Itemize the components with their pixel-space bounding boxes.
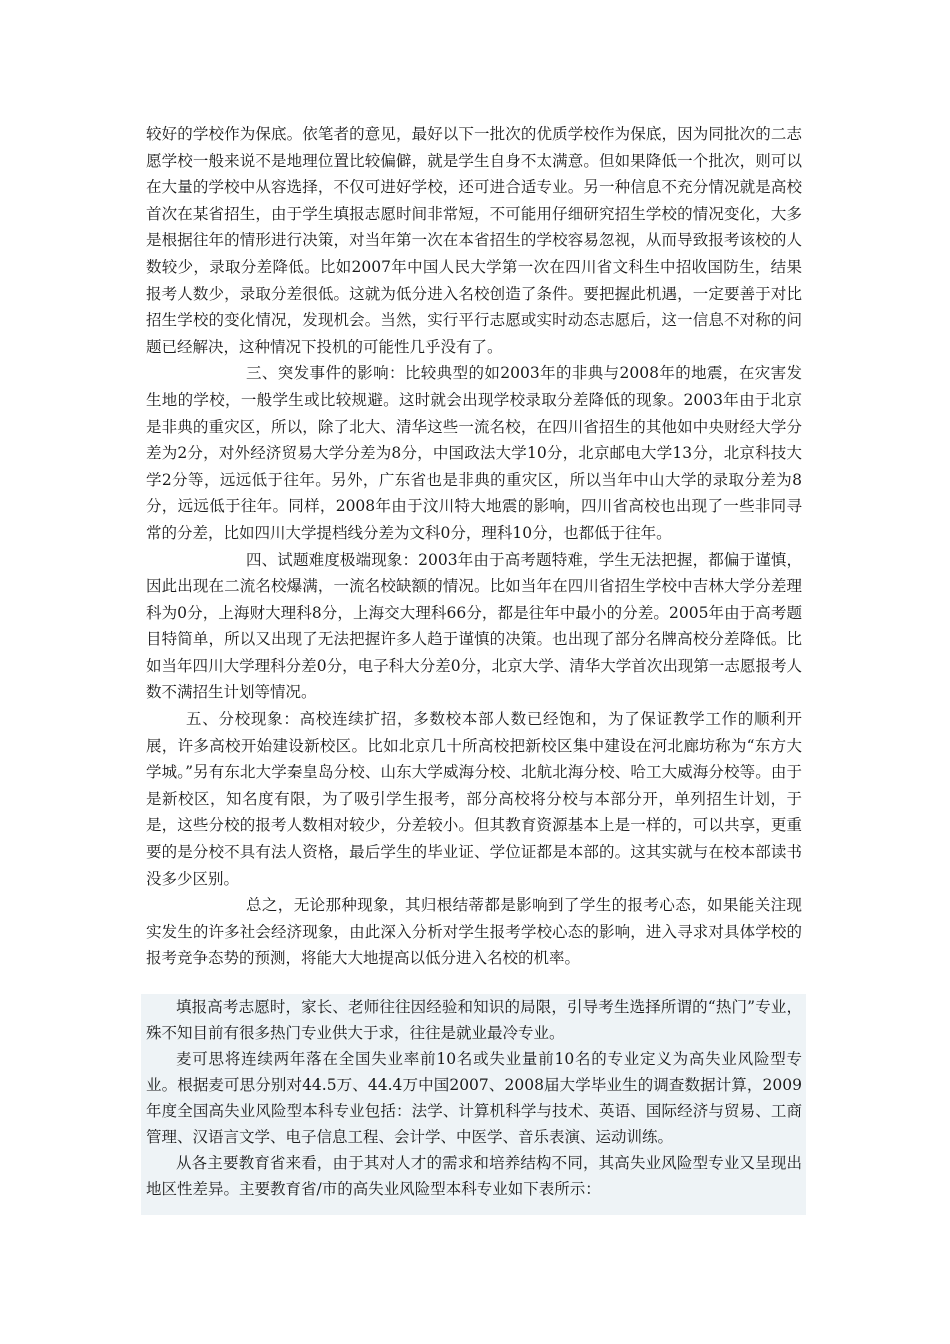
paragraph-mycos-definition: 麦可思将连续两年落在全国失业率前10名或失业量前10名的专业定义为高失业风险型专业。根据麦可思分别对44.5万、44.4万中国2007、2008届大学毕业生的调查数据计算，2009年度全国高失业风险型本科专业包括：法学、计算机科学与技术、英语、国际经济与贸易、工商管理、汉语言文学、电子信息工程、会计学、中医学、音乐表演、运动训练。 (146, 1050, 802, 1146)
article-body (146, 121, 802, 972)
paragraph-regional-differences: 从各主要教育省来看，由于其对人才的需求和培养结构不同，其高失业风险型专业又呈现出地区性差异。主要教育省/市的高失业风险型本科专业如下表所示： (146, 1154, 802, 1198)
paragraph-conclusion: 总之，无论那种现象，其归根结蒂都是影响到了学生的报考心态，如果能关注现实发生的许多社会经济现象，由此深入分析对学生报考学校心态的影响，进入寻求对具体学校的报考竞争态势的预测，将能大大地提高以低分进入名校的机率。 (146, 896, 802, 968)
paragraph-exam-difficulty: 四、试题难度极端现象：2003年由于高考题特难，学生无法把握，都偏于谨慎，因此出现在二流名校爆满，一流名校缺额的情况。比如当年在四川省招生学校中吉林大学分差理科为0分，上海财大理科8分，上海交大理科66分，都是往年中最小的分差。2005年由于高考题目特简单，所以又出现了无法把握许多人趋于谨慎的决策。也出现了部分名牌高校分差降低。比如当年四川大学理科分差0分，电子科大分差0分，北京大学、清华大学首次出现第一志愿报考人数不满招生计划等情况。 (146, 550, 802, 702)
shaded-section (146, 994, 802, 1202)
paragraph-emergencies: 三、突发事件的影响：比较典型的如2003年的非典与2008年的地震，在灾害发生地的学校，一般学生或比较规避。这时就会出现学校录取分差降低的现象。2003年由于北京是非典的重灾区，所以，除了北大、清华这些一流名校，在四川省招生的其他如中央财经大学分差为2分，对外经济贸易大学分差为8分，中国政法大学10分，北京邮电大学13分，北京科技大学2分等，远远低于往年。另外，广东省也是非典的重灾区，所以当年中山大学的录取分差为8分，远远低于往年。同样，2008年由于汶川特大地震的影响，四川省高校也出现了一些非同寻常的分差，比如四川大学提档线分差为文科0分，理科10分，也都低于往年。 (146, 364, 802, 542)
paragraph-branch-campus: 五、分校现象：高校连续扩招，多数校本部人数已经饱和，为了保证教学工作的顺利开展，许多高校开始建设新校区。比如北京几十所高校把新校区集中建设在河北廊坊称为“东方大学城。”另有东北大学秦皇岛分校、山东大学威海分校、北航北海分校、哈工大威海分校等。由于是新校区，知名度有限，为了吸引学生报考，部分高校将分校与本部分开，单列招生计划，于是，这些分校的报考人数相对较少，分差较小。但其教育资源基本上是一样的，可以共享，更重要的是分校不具有法人资格，最后学生的毕业证、学位证都是本部的。这其实就与在校本部读书没多少区别。 (146, 710, 802, 888)
paragraph-info-asymmetry: 较好的学校作为保底。依笔者的意见，最好以下一批次的优质学校作为保底，因为同批次的二志愿学校一般来说不是地理位置比较偏僻，就是学生自身不太满意。但如果降低一个批次，则可以在大量的学校中从容选择，不仅可进好学校，还可进合适专业。另一种信息不充分情况就是高校首次在某省招生，由于学生填报志愿时间非常短，不可能用仔细研究招生学校的情况变化，大多是根据往年的情形进行决策，对当年第一次在本省招生的学校容易忽视，从而导致报考该校的人数较少，录取分差降低。比如2007年中国人民大学第一次在四川省文科生中招收国防生，结果报考人数少，录取分差很低。这就为低分进入名校创造了条件。要把握此机遇，一定要善于对比招生学校的变化情况，发现机会。当然，实行平行志愿或实时动态志愿后，这一信息不对称的问题已经解决，这种情况下投机的可能性几乎没有了。 (146, 125, 802, 356)
paragraph-hot-majors: 填报高考志愿时，家长、老师往往因经验和知识的局限，引导考生选择所谓的“热门”专业，殊不知目前有很多热门专业供大于求，往往是就业最冷专业。 (146, 998, 802, 1042)
